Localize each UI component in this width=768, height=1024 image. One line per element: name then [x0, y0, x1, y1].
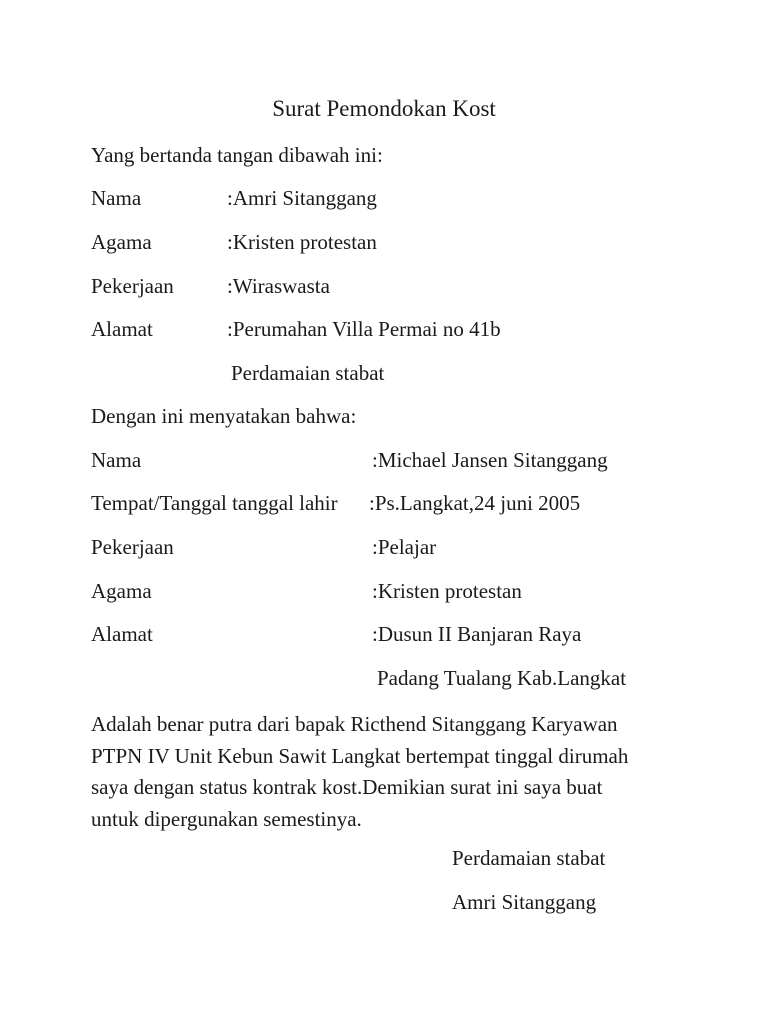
statement-intro: Dengan ini menyatakan bahwa:	[91, 404, 357, 428]
subject-address-label: Alamat	[91, 622, 153, 646]
signer-religion-value: :Kristen protestan	[227, 230, 377, 254]
intro-text: Yang bertanda tangan dibawah ini:	[91, 143, 383, 167]
signature-place: Perdamaian stabat	[452, 846, 606, 870]
signer-address-line2: Perdamaian stabat	[231, 361, 385, 385]
closing-paragraph-line: saya dengan status kontrak kost.Demikian surat ini saya buat	[91, 775, 603, 799]
subject-name-label: Nama	[91, 448, 142, 472]
signer-job-label: Pekerjaan	[91, 274, 174, 298]
signer-address-label: Alamat	[91, 317, 153, 341]
closing-paragraph-line: PTPN IV Unit Kebun Sawit Langkat bertempat tinggal dirumah	[91, 743, 629, 768]
subject-address-line1: :Dusun II Banjaran Raya	[372, 622, 582, 646]
closing-paragraph-line: Adalah benar putra dari bapak Ricthend Sitanggang Karyawan	[91, 712, 618, 736]
signer-name-label: Nama	[91, 186, 142, 210]
signer-address-line1: :Perumahan Villa Permai no 41b	[227, 317, 501, 341]
signer-job-value: :Wiraswasta	[227, 274, 330, 298]
subject-address-line2: Padang Tualang Kab.Langkat	[377, 666, 627, 690]
subject-name-value: :Michael Jansen Sitanggang	[372, 448, 608, 472]
subject-job-value: :Pelajar	[372, 535, 437, 559]
document-title: Surat Pemondokan Kost	[272, 96, 496, 121]
subject-religion-value: :Kristen protestan	[372, 579, 522, 603]
signature-name: Amri Sitanggang	[452, 890, 597, 914]
signer-name-value: :Amri Sitanggang	[227, 186, 377, 210]
signer-religion-label: Agama	[91, 230, 152, 254]
subject-job-label: Pekerjaan	[91, 535, 174, 559]
subject-religion-label: Agama	[91, 579, 152, 603]
closing-paragraph-line: untuk dipergunakan semestinya.	[91, 806, 362, 831]
subject-birth-label: Tempat/Tanggal tanggal lahir	[91, 491, 338, 515]
subject-birth-value: :Ps.Langkat,24 juni 2005	[369, 491, 581, 515]
closing-paragraph	[91, 709, 711, 835]
